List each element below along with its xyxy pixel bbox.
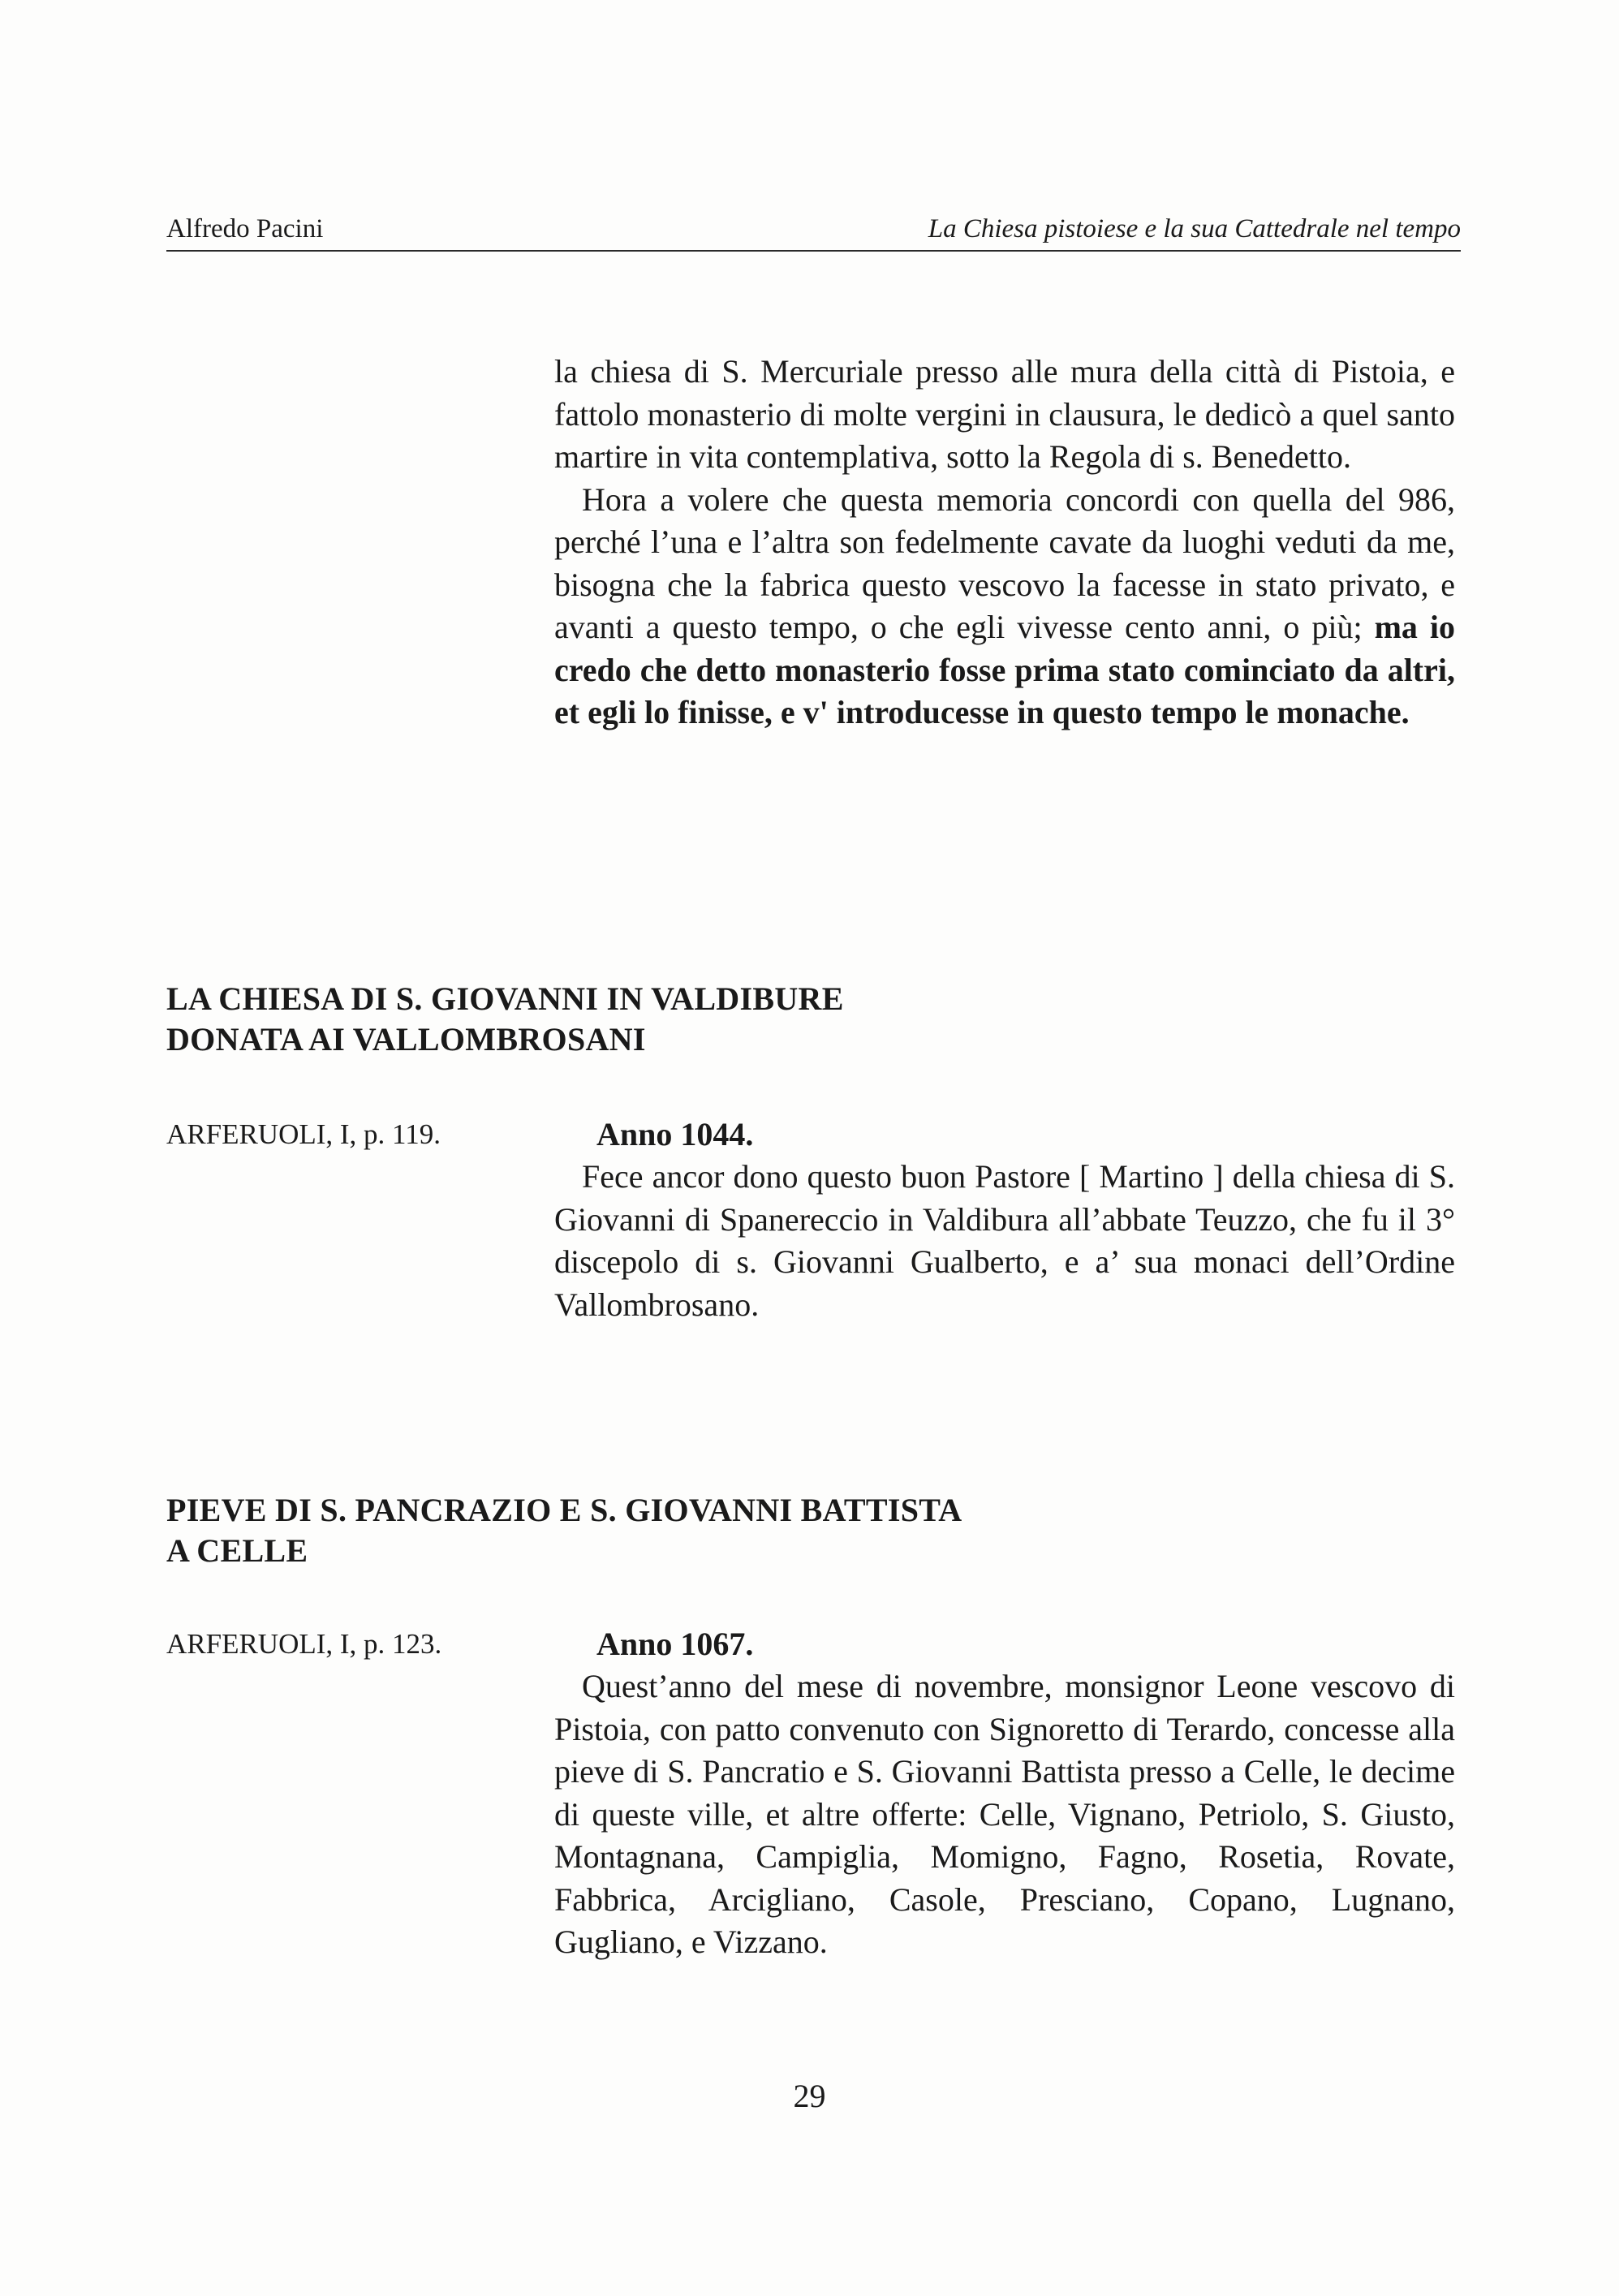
header-author: Alfredo Pacini <box>166 214 324 243</box>
section-1-source: ARFERUOLI, I, p. 119. <box>166 1118 441 1150</box>
section-1-heading <box>166 979 1221 1060</box>
running-header <box>166 209 1461 252</box>
intro-paragraph-2 <box>554 479 1455 734</box>
section-1-text: Fece ancor dono questo buon Pastore [ Martino ] della chiesa di S. Giovanni di Spanereccio in Valdibura all’abbate Teuzzo, che fu il 3° discepolo di s. Giovanni Gualberto, e a’ sua monaci dell’Ordine Vallombrosano. <box>554 1158 1455 1323</box>
section-2-year: Anno 1067. <box>596 1626 754 1662</box>
section-2-text: Quest’anno del mese di novembre, monsignor Leone vescovo di Pistoia, con patto convenuto con Signoretto di Terardo, concesse alla pieve di S. Pancratio e S. Giovanni Battista presso a Celle, le decime di queste ville, et altre offerte: Celle, Vignano, Petriolo, S. Giusto, Montagnana, Campiglia, Momigno, Fagno, Rosetia, Rovate, Fabbrica, Arcigliano, Casole, Presciano, Copano, Lugnano, Gugliano, e Vizzano. <box>554 1668 1455 1960</box>
section-1-body <box>554 1156 1455 1326</box>
section-2-body <box>554 1665 1455 1964</box>
section-2-heading <box>166 1490 1221 1571</box>
intro-paragraph-2-plain: Hora a volere che questa memoria concordi con quella del 986, perché l’una e l’altra son fedelmente cavate da luoghi veduti da me, bisogna che la fabrica questo vescovo la facesse in stato privato, e avanti a questo tempo, o che egli vivesse cento anni, o più; <box>554 480 1455 645</box>
section-2-heading-line-2: A CELLE <box>166 1532 308 1569</box>
section-1-year: Anno 1044. <box>596 1116 754 1152</box>
intro-text <box>554 351 1455 734</box>
intro-paragraph-1: la chiesa di S. Mercuriale presso alle mura della città di Pistoia, e fattolo monasterio di molte vergini in clausura, le dedicò a quel santo martire in vita contemplativa, sotto la Regola di s. Benedetto. <box>554 353 1455 475</box>
section-1-heading-line-2: DONATA AI VALLOMBROSANI <box>166 1021 646 1058</box>
section-2-source: ARFERUOLI, I, p. 123. <box>166 1628 442 1660</box>
header-book-title: La Chiesa pistoiese e la sua Cattedrale nel tempo <box>928 214 1461 243</box>
intro-paragraph-2-emphasis: ma io credo che detto monasterio fosse prima stato cominciato da altri, et egli lo finisse, e v' introducesse in questo tempo le monache. <box>554 609 1456 730</box>
section-1-heading-line-1: LA CHIESA DI S. GIOVANNI IN VALDIBURE <box>166 980 844 1017</box>
page-number: 29 <box>793 2078 826 2114</box>
section-2-heading-line-1: PIEVE DI S. PANCRAZIO E S. GIOVANNI BATTISTA <box>166 1492 962 1528</box>
